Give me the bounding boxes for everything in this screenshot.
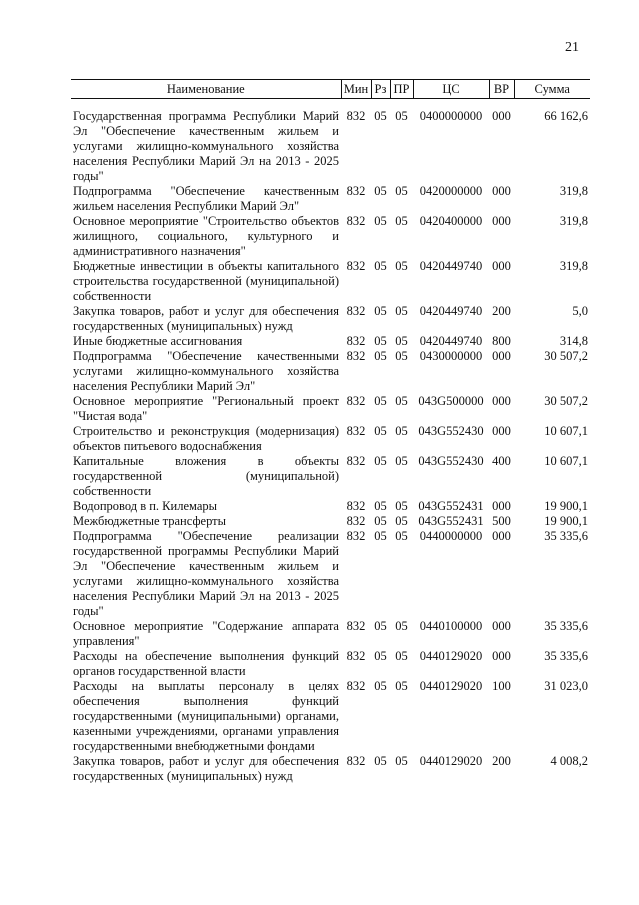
cell-name: Межбюджетные трансферты <box>73 514 227 528</box>
cell-cs: 0440000000 <box>419 529 483 543</box>
cell-pr: 05 <box>395 184 408 198</box>
cell-name: Бюджетные инвестиции в объекты капитального строительства государственной (муниципальной) собственности <box>73 259 339 303</box>
cell-vr: 000 <box>492 424 511 438</box>
cell-min: 832 <box>346 394 366 408</box>
table-row <box>71 349 590 394</box>
cell-rz: 05 <box>374 754 387 768</box>
cell-rz: 05 <box>374 109 387 123</box>
cell-min: 832 <box>346 499 366 513</box>
cell-min: 832 <box>346 214 366 228</box>
header-pr: ПР <box>390 80 413 99</box>
cell-pr: 05 <box>395 349 408 363</box>
cell-pr: 05 <box>395 259 408 273</box>
cell-cs: 0420400000 <box>419 214 483 228</box>
cell-sum: 30 507,2 <box>544 349 588 363</box>
header-rz: Рз <box>371 80 390 99</box>
table-row <box>71 184 590 214</box>
cell-sum: 31 023,0 <box>544 679 588 693</box>
cell-min: 832 <box>346 259 366 273</box>
cell-cs: 043G552431 <box>418 499 484 513</box>
cell-vr: 000 <box>492 394 511 408</box>
cell-cs: 0430000000 <box>419 349 483 363</box>
cell-name: Основное мероприятие "Содержание аппарата управления" <box>73 619 339 648</box>
cell-min: 832 <box>346 679 366 693</box>
table-row <box>71 649 590 679</box>
table-row <box>71 99 590 185</box>
cell-name: Водопровод в п. Килемары <box>73 499 218 513</box>
cell-vr: 000 <box>492 184 511 198</box>
cell-name: Расходы на выплаты персоналу в целях обеспечения выполнения функций государственными (муниципальными) органами, казенными учреждениями, органами управления государственными внебюджетными фондами <box>73 679 339 753</box>
cell-sum: 30 507,2 <box>544 394 588 408</box>
cell-pr: 05 <box>395 109 408 123</box>
cell-cs: 043G552430 <box>418 454 484 468</box>
cell-name: Подпрограмма "Обеспечение реализации государственной программы Республики Марий Эл "Обеспечение качественным жильем и услугами жилищно-коммунального хозяйства населения Республики Марий Эл на 2013 - 2025 годы" <box>73 529 339 618</box>
cell-pr: 05 <box>395 754 408 768</box>
cell-min: 832 <box>346 454 366 468</box>
cell-cs: 043G552431 <box>418 514 484 528</box>
header-cs: ЦС <box>413 80 489 99</box>
cell-rz: 05 <box>374 349 387 363</box>
cell-name: Закупка товаров, работ и услуг для обеспечения государственных (муниципальных) нужд <box>73 754 339 783</box>
cell-cs: 0440129020 <box>419 754 483 768</box>
cell-sum: 35 335,6 <box>544 619 588 633</box>
cell-min: 832 <box>346 424 366 438</box>
cell-vr: 000 <box>492 259 511 273</box>
header-vr: ВР <box>489 80 514 99</box>
cell-rz: 05 <box>374 214 387 228</box>
cell-cs: 0420449740 <box>419 334 483 348</box>
table-row <box>71 424 590 454</box>
cell-sum: 4 008,2 <box>550 754 588 768</box>
cell-vr: 800 <box>492 334 511 348</box>
table-row <box>71 514 590 529</box>
cell-min: 832 <box>346 334 366 348</box>
cell-rz: 05 <box>374 679 387 693</box>
cell-min: 832 <box>346 514 366 528</box>
cell-vr: 400 <box>492 454 511 468</box>
cell-sum: 319,8 <box>559 184 588 198</box>
cell-cs: 0440129020 <box>419 679 483 693</box>
cell-pr: 05 <box>395 499 408 513</box>
cell-rz: 05 <box>374 184 387 198</box>
cell-rz: 05 <box>374 649 387 663</box>
table-row <box>71 754 590 784</box>
cell-min: 832 <box>346 184 366 198</box>
cell-cs: 0420449740 <box>419 304 483 318</box>
cell-min: 832 <box>346 619 366 633</box>
cell-pr: 05 <box>395 304 408 318</box>
cell-rz: 05 <box>374 619 387 633</box>
cell-min: 832 <box>346 304 366 318</box>
table-row <box>71 499 590 514</box>
cell-sum: 10 607,1 <box>544 424 588 438</box>
cell-pr: 05 <box>395 649 408 663</box>
cell-vr: 000 <box>492 649 511 663</box>
cell-rz: 05 <box>374 514 387 528</box>
table-body <box>71 99 590 785</box>
table-row <box>71 679 590 754</box>
page-number: 21 <box>565 40 579 55</box>
cell-name: Иные бюджетные ассигнования <box>73 334 243 348</box>
cell-pr: 05 <box>395 619 408 633</box>
header-name: Наименование <box>71 80 341 99</box>
table-row <box>71 394 590 424</box>
cell-pr: 05 <box>395 334 408 348</box>
cell-vr: 500 <box>492 514 511 528</box>
cell-sum: 35 335,6 <box>544 649 588 663</box>
cell-rz: 05 <box>374 499 387 513</box>
table-header-row <box>71 80 590 99</box>
cell-rz: 05 <box>374 529 387 543</box>
cell-sum: 10 607,1 <box>544 454 588 468</box>
cell-pr: 05 <box>395 679 408 693</box>
cell-name: Расходы на обеспечение выполнения функций органов государственной власти <box>73 649 339 678</box>
table-row <box>71 259 590 304</box>
cell-sum: 314,8 <box>559 334 588 348</box>
cell-sum: 319,8 <box>559 259 588 273</box>
cell-pr: 05 <box>395 394 408 408</box>
cell-min: 832 <box>346 649 366 663</box>
cell-cs: 0440129020 <box>419 649 483 663</box>
cell-vr: 000 <box>492 109 511 123</box>
cell-vr: 200 <box>492 304 511 318</box>
cell-rz: 05 <box>374 259 387 273</box>
cell-rz: 05 <box>374 334 387 348</box>
cell-sum: 35 335,6 <box>544 529 588 543</box>
cell-cs: 0440100000 <box>419 619 483 633</box>
cell-min: 832 <box>346 109 366 123</box>
cell-sum: 66 162,6 <box>544 109 588 123</box>
table-row <box>71 529 590 619</box>
cell-sum: 5,0 <box>572 304 588 318</box>
table-row <box>71 304 590 334</box>
cell-cs: 0420449740 <box>419 259 483 273</box>
cell-cs: 0420000000 <box>419 184 483 198</box>
cell-name: Основное мероприятие "Строительство объектов жилищного, социального, культурного и административного назначения" <box>73 214 339 258</box>
budget-table <box>71 79 590 784</box>
cell-rz: 05 <box>374 424 387 438</box>
cell-sum: 319,8 <box>559 214 588 228</box>
cell-vr: 200 <box>492 754 511 768</box>
table-row <box>71 619 590 649</box>
cell-name: Государственная программа Республики Марий Эл "Обеспечение качественным жильем и услугами жилищно-коммунального хозяйства населения Республики Марий Эл на 2013 - 2025 годы" <box>73 109 339 183</box>
cell-pr: 05 <box>395 514 408 528</box>
cell-rz: 05 <box>374 394 387 408</box>
cell-rz: 05 <box>374 304 387 318</box>
cell-vr: 000 <box>492 214 511 228</box>
cell-pr: 05 <box>395 214 408 228</box>
cell-cs: 0400000000 <box>419 109 483 123</box>
cell-rz: 05 <box>374 454 387 468</box>
cell-pr: 05 <box>395 424 408 438</box>
cell-vr: 000 <box>492 499 511 513</box>
cell-name: Капитальные вложения в объекты государственной (муниципальной) собственности <box>73 454 339 498</box>
cell-sum: 19 900,1 <box>544 499 588 513</box>
cell-min: 832 <box>346 529 366 543</box>
cell-sum: 19 900,1 <box>544 514 588 528</box>
cell-min: 832 <box>346 754 366 768</box>
table-row <box>71 454 590 499</box>
cell-name: Подпрограмма "Обеспечение качественными услугами жилищно-коммунального хозяйства населения Республики Марий Эл" <box>73 349 339 393</box>
cell-vr: 100 <box>492 679 511 693</box>
table-row <box>71 214 590 259</box>
cell-pr: 05 <box>395 529 408 543</box>
cell-name: Подпрограмма "Обеспечение качественным жильем населения Республики Марий Эл" <box>73 184 339 213</box>
cell-name: Основное мероприятие "Региональный проект "Чистая вода" <box>73 394 339 423</box>
header-min: Мин <box>341 80 371 99</box>
cell-vr: 000 <box>492 619 511 633</box>
cell-name: Закупка товаров, работ и услуг для обеспечения государственных (муниципальных) нужд <box>73 304 339 333</box>
table-row <box>71 334 590 349</box>
cell-cs: 043G552430 <box>418 424 484 438</box>
cell-vr: 000 <box>492 349 511 363</box>
cell-cs: 043G500000 <box>418 394 484 408</box>
header-sum: Сумма <box>514 80 590 99</box>
cell-pr: 05 <box>395 454 408 468</box>
cell-name: Строительство и реконструкция (модернизация) объектов питьевого водоснабжения <box>73 424 339 453</box>
cell-min: 832 <box>346 349 366 363</box>
cell-vr: 000 <box>492 529 511 543</box>
